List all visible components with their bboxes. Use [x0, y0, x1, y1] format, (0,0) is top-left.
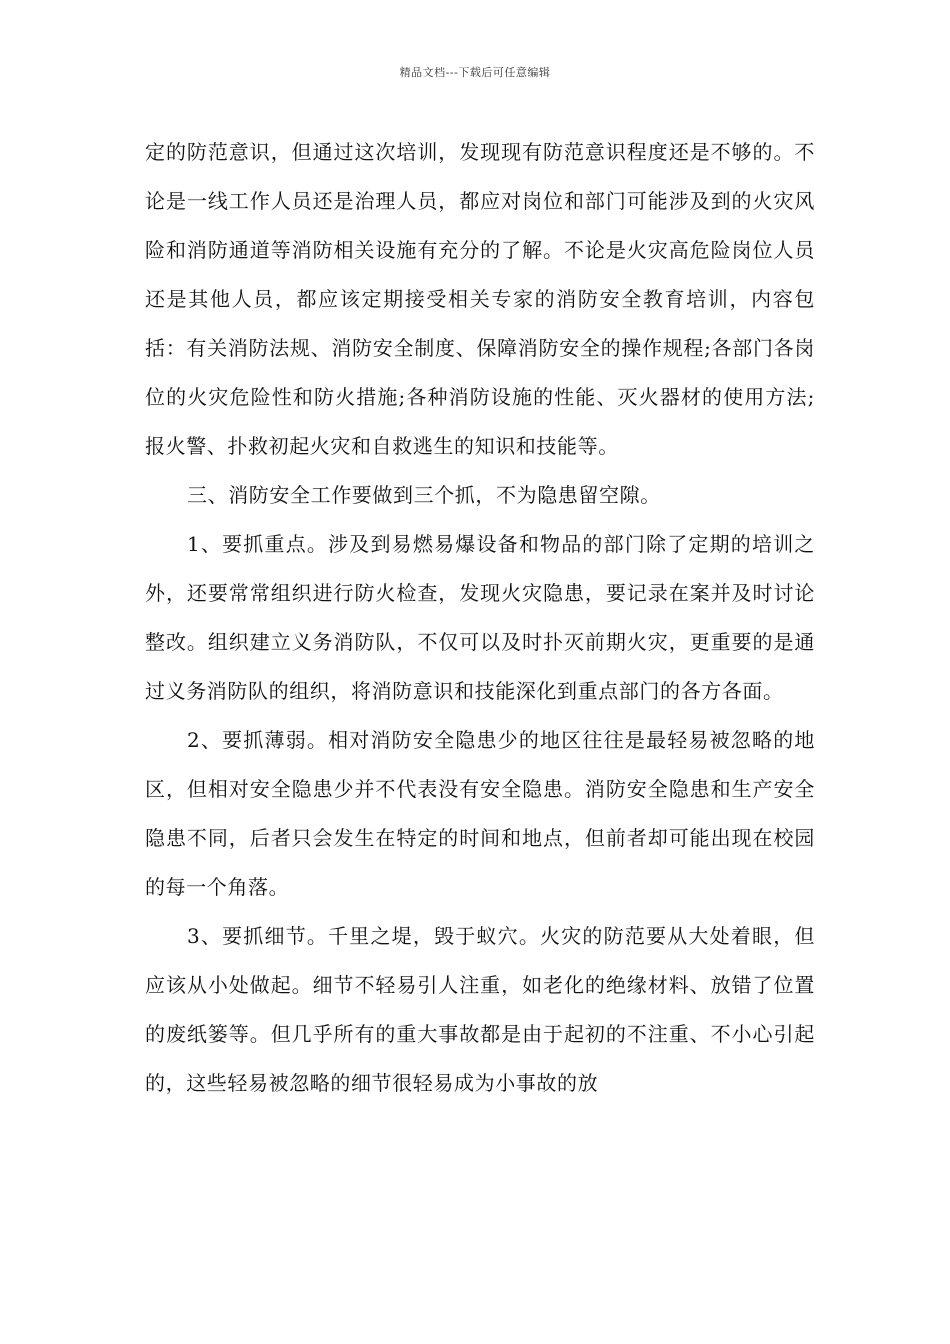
paragraph-item-1: 1、要抓重点。涉及到易燃易爆设备和物品的部门除了定期的培训之外，还要常常组织进行防火检查，发现火灾隐患，要记录在案并及时讨论整改。组织建立义务消防队，不仅可以及时扑灭前期火灾，更重要的是通过义务消防队的组织，将消防意识和技能深化到重点部门的各方各面。 — [145, 532, 815, 703]
paragraph-item-3: 3、要抓细节。千里之堤，毁于蚁穴。火灾的防范要从大处着眼，但应该从小处做起。细节不轻易引人注重，如老化的绝缘材料、放错了位置的废纸篓等。但几乎所有的重大事故都是由于起初的不注重、不小心引起的，这些轻易被忽略的细节很轻易成为小事故的放 — [145, 924, 815, 1095]
document-body — [145, 128, 815, 1108]
paragraph-item-2: 2、要抓薄弱。相对消防安全隐患少的地区往往是最轻易被忽略的地区，但相对安全隐患少并不代表没有安全隐患。消防安全隐患和生产安全隐患不同，后者只会发生在特定的时间和地点，但前者却可能出现在校园的每一个角落。 — [145, 728, 815, 899]
paragraph-continued: 定的防范意识，但通过这次培训，发现现有防范意识程度还是不够的。不论是一线工作人员还是治理人员，都应对岗位和部门可能涉及到的火灾风险和消防通道等消防相关设施有充分的了解。不论是火灾高危险岗位人员还是其他人员，都应该定期接受相关专家的消防安全教育培训，内容包括：有关消防法规、消防安全制度、保障消防安全的操作规程;各部门各岗位的火灾危险性和防火措施;各种消防设施的性能、灭火器材的使用方法;报火警、扑救初起火灾和自救逃生的知识和技能等。 — [145, 140, 815, 458]
section-heading: 三、消防安全工作要做到三个抓，不为隐患留空隙。 — [187, 483, 661, 507]
page-header: 精品文档---下载后可任意编辑 — [399, 66, 551, 79]
